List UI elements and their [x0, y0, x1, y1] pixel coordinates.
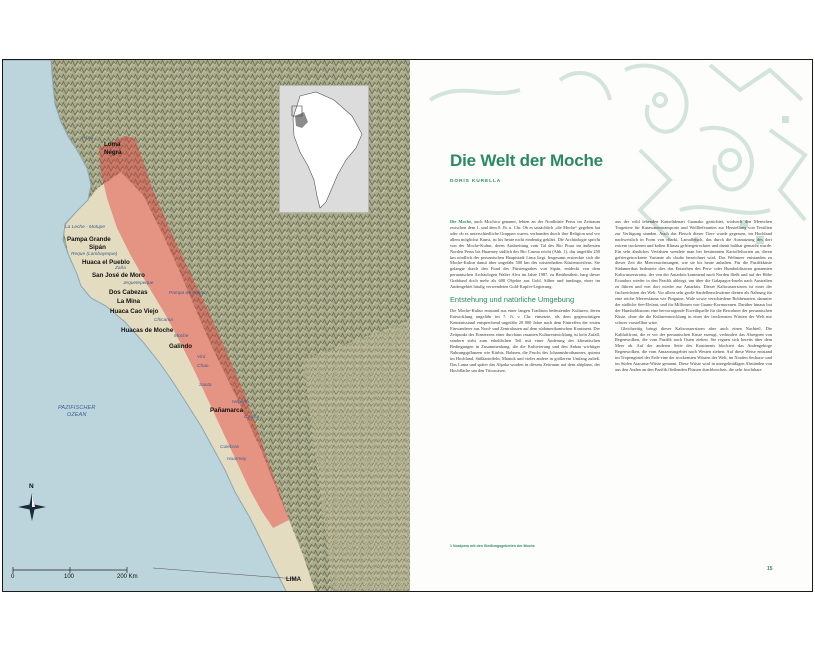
- scale-label-200: 200 Km: [117, 574, 138, 580]
- figure-caption: 1 Nordperu mit den Siedlungsgebieten der Moche: [450, 544, 535, 548]
- place-lima: LIMA: [286, 576, 302, 583]
- place-culebras: Culebras: [220, 445, 240, 450]
- text-column-right: [615, 219, 772, 559]
- ocean-label-line2: OZEAN: [67, 412, 87, 418]
- place-sipan: Sipán: [89, 244, 106, 251]
- place-negra: Negra: [104, 149, 122, 156]
- place-loma: Loma: [104, 141, 121, 148]
- paragraph-origins: Die Moche-Kultur entstand aus einer langen Tradition bedeutender Kulturen, deren Entwicklung ungefähr im 7. Jt. v. Chr. einsetzte, als dem gegenwärtigen Kenntnisstand entsprechend ungefähr 20 000 Jahre nach dem Eintreffen der ersten Einwanderer aus Nord- und Zentralasien auf dem südamerikanischen Kontinent. Der Zeitpunkt des Einsetzens einer durchaus rasanten Kulturentwicklung ist kein Zufall, sondern steht zum erheblichen Teil mit einer Änderung der klimatischen Bedingungen in Zusammenhang, die die Kultivierung und den Anbau wichtiger Nahrungspflanzen wie Kürbis, Bohnen, die Frucht des Johannisbrotbaumes, quinoa im Hochland, Süßkartoffeln, Maniok und vieles andere in größerem Umfang zuließ. Das Lama und später das Alpaka wurden in diesem Zeitraum auf dem altiplano, der Hochfläche um den Titicacasee,: [450, 308, 600, 373]
- ocean-label-line1: PAZIFISCHER: [58, 405, 96, 411]
- place-viru: Virú: [197, 355, 206, 360]
- page-number: 15: [767, 566, 773, 572]
- place-huaca-cao-viejo: Huaca Cao Viejo: [110, 308, 159, 315]
- place-nepena: Nepeña: [232, 400, 249, 405]
- book-spread: [2, 59, 813, 592]
- place-casma: Casma: [244, 415, 260, 420]
- place-reque: Reque (Lambayeque): [71, 252, 118, 257]
- article-page: [410, 60, 812, 591]
- moche-map: [3, 60, 410, 591]
- place-santa: Santa: [199, 383, 212, 388]
- place-huacas-de-moche: Huacas de Moche: [121, 327, 174, 334]
- place-san-jose-de-moro: San José de Moro: [92, 272, 145, 279]
- place-chao: Chao: [197, 364, 209, 369]
- south-america-inset: [279, 85, 369, 213]
- scale-label-100: 100: [64, 574, 75, 580]
- place-panamarca: Pañamarca: [210, 407, 244, 414]
- text-column-left: [450, 219, 600, 539]
- north-label: N: [29, 483, 34, 490]
- place-la-mina: La Mina: [117, 298, 141, 305]
- place-chicama: Chicama: [154, 318, 173, 323]
- article-author: DORIS KURELLA: [450, 179, 502, 184]
- paragraph-intro-body: auch Mochica genannt, lebten an der Nordküste Perus im Zeitraum zwischen dem 1. und dem 8. Jh. n. Chr. Ob es tatsächlich „die Moche“ gegeben hat oder ob es unterschiedliche Gruppen waren, verbunden durch ihre Religion und vor allem möglichst Kunst, ist bis heute nicht eindeutig geklärt. Die Archäologie spricht von der Moche-Kultur, deren Ausbreitung vom Tal des Río Piura im äußersten Norden Perus bis Huarmey südlich des Río Casma reicht (Abb. 1), das ungefähr 250 km nördlich der peruanischen Hauptstadt Lima liegt. Insgesamt erstreckte sich die Moche-Kultur damit über ungefähr 500 km des wüstenhaften Küstenstreifens. Sie gelangte durch den Fund des Fürstengrabes von Sipán, entdeckt von dem peruanischen Archäologen Walter Alva im Jahre 1987, zu Berühmtheit, barg dieser Grabfund doch mehr als 600 Objekte aus Gold, Silber und tumbaga, einer im Andengebiet häufig verwendeten Gold-Kupfer-Legierung.: [450, 219, 600, 290]
- place-huaca-el-pueblo: Huaca el Pueblo: [82, 259, 130, 266]
- place-galindo: Galindo: [169, 343, 193, 350]
- place-pampa-de-paijan: Pampa de Paiján: [169, 291, 206, 296]
- place-piura: Piura: [82, 136, 94, 141]
- place-pampa-grande: Pampa Grande: [67, 236, 111, 243]
- inset-map-graphic: [280, 86, 368, 212]
- place-huarmey: Huarmey: [227, 457, 247, 462]
- paragraph-intro: [450, 219, 600, 290]
- place-dos-cabezas: Dos Cabezas: [109, 289, 148, 296]
- scale-label-0: 0: [11, 574, 15, 580]
- place-jequetepeque: Jequetepeque: [123, 281, 154, 286]
- place-la-leche: La Leche - Motupe: [65, 225, 106, 230]
- section-heading: Entstehung und natürliche Umgebung: [450, 295, 575, 305]
- paragraph-desert: Gleichzeitig bringt dieser Kaltwasserstrom aber auch einen Nachteil. Die Kaltluftfront, die er vor der peruanischen Küste erzeugt, verhindert das Abregnen von Regenwolken, die vom Pazifik nach Osten ziehen. Sie regnen sich bereits über dem Meer ab. Auf der anderen Seite des Kontinents blockiert das Andengebirge Regenwolken, die vom Amazonasgebiet nach Westen ziehen. Auf diese Weise entstand im Tropengürtel der Erde eine der trockensten Wüsten der Welt, im Norden Sechura- und im Süden Atacama-Wüste genannt. Diese Wüste wird in unregelmäßigen Abständen von aus den Anden an den Pazifik fließenden Flüssen durchbrochen, die sehr fruchtbare: [615, 325, 772, 373]
- lead-in: Die Moche,: [450, 219, 473, 224]
- article-title: Die Welt der Moche: [450, 151, 603, 170]
- place-zana: Zaña: [115, 266, 126, 271]
- paragraph-humboldt: aus der wild lebenden Kamelidenart Guanako gezüchtet, wodurch den Menschen Tragetiere für Karawanentransporte und Wolllieferanten zur Herstellung von Textilien zur Verfügung standen. Auch das Fleisch dieser Tiere wurde gegessen, im Hochland nachweislich in Form von charki, Lamafleisch, das durch die Ausnutzung des dort extrem trockenen und kalten Klimas gefriergetrocknet und damit haltbar gemacht wurde. Ein sehr ähnliches Verfahren wendete man bei bestimmten Kartoffelsorten an, deren gefriergetrocknete Variante als chuño bezeichnet wird. Das Weltmeer entstanden zu dieser Zeit die Meeresströmungen, wie sie bis heute anhalten. Für die Pazifikküste Südamerikas bedeutete dies das Entstehen des Peru- oder Humboldtstrom genannten Kaltwasserstroms, der von der Antarktis kommend nach Norden fließt und auf der Höhe Ecuadors wieder in den Pazifik abbiegt, um über die Galapagos-Inseln nach Australien zu führen und von dort wieder zur Antarktis. Dieser Kaltwasserstrom ist einer der fischreichsten der Welt. Vor allem sehr große Sardellenschwärme dienen als Nahrung für eine reiche Meeresfauna wie Pinguine, Wale sowie verschiedene Robbenarten, darunter der südliche See-Elefant, und für Millionen von Guano-Kormoranen. Darüber hinaus bot der Humboldtstrom eine hervorragende Eiweißquelle für die Bewohner der peruanischen Küste, ohne die die Kulturentwicklung in einer der trockensten Wüsten der Welt nur schwer vorstellbar wäre.: [615, 219, 772, 325]
- place-moche: Moche: [174, 334, 189, 339]
